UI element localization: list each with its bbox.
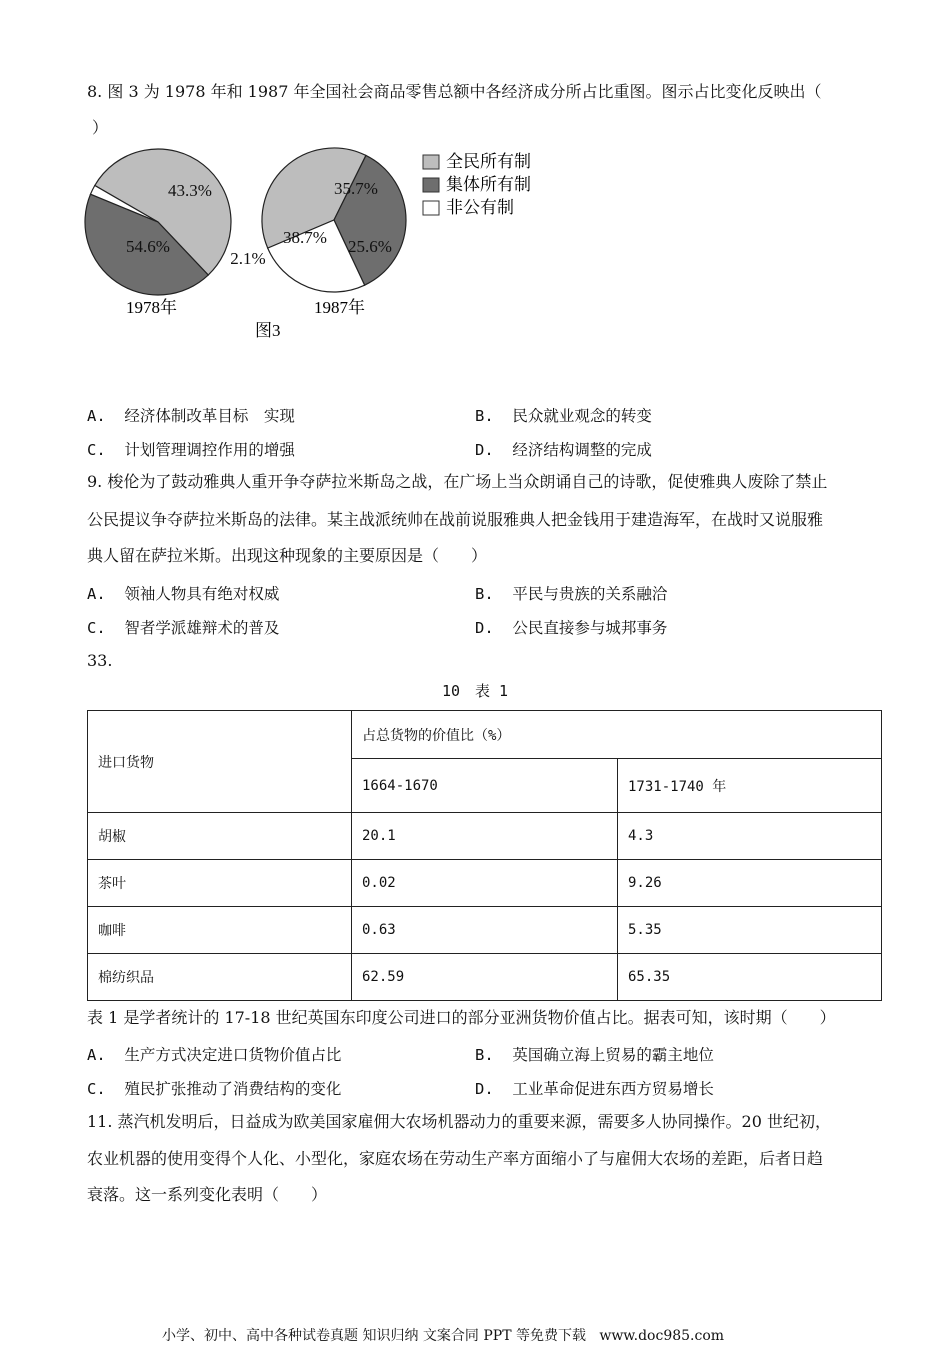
- q10-option-d[interactable]: D. 工业革命促进东西方贸易增长: [475, 1080, 714, 1098]
- table-cell-item: 茶叶: [88, 860, 352, 907]
- data-table: [87, 710, 882, 1001]
- table-cell-v1: 62.59: [352, 954, 618, 1001]
- table-cell-v2: 9.26: [618, 860, 882, 907]
- q8-option-b[interactable]: B. 民众就业观念的转变: [475, 407, 652, 425]
- pie-1987-year-label: 1987年: [314, 298, 365, 317]
- q11-stem-line2: 农业机器的使用变得个人化、小型化，家庭农场在劳动生产率方面缩小了与雇佣大农场的差距，后者日趋: [87, 1149, 824, 1168]
- pie-data-label-1987年-1: 35.7%: [334, 179, 378, 198]
- q10-option-a[interactable]: A. 生产方式决定进口货物价值占比: [87, 1046, 342, 1064]
- table-cell-v2: 65.35: [618, 954, 882, 1001]
- legend-label-2: 集体所有制: [446, 175, 531, 194]
- q9-option-d[interactable]: D. 公民直接参与城邦事务: [475, 619, 668, 637]
- legend-swatch-3: [423, 201, 439, 215]
- q10-number: 33.: [87, 651, 113, 670]
- figure-caption: 图3: [255, 321, 281, 340]
- pie-chart-figure: [80, 140, 560, 350]
- q10-stem: 表 1 是学者统计的 17-18 世纪英国东印度公司进口的部分亚洲货物价值占比。据表可知，该时期（ ）: [87, 1008, 836, 1027]
- table-row: [88, 907, 882, 954]
- table-col-header: 进口货物: [88, 711, 352, 813]
- q8-stem-line2: ）: [92, 118, 109, 137]
- table-row: [88, 860, 882, 907]
- q9-option-a[interactable]: A. 领袖人物具有绝对权威: [87, 585, 280, 603]
- table-row: [88, 813, 882, 860]
- footer-text: 小学、初中、高中各种试卷真题 知识归纳 文案合同 PPT 等免费下载: [162, 1328, 586, 1344]
- table-cell-item: 胡椒: [88, 813, 352, 860]
- pie-data-label-1987年-0: 38.7%: [283, 228, 327, 247]
- pie-data-label-1978年-0: 54.6%: [126, 237, 170, 256]
- table-row: [88, 954, 882, 1001]
- table-cell-item: 棉纺织品: [88, 954, 352, 1001]
- q9-stem-line3: 典人留在萨拉米斯。出现这种现象的主要原因是（ ）: [87, 546, 488, 565]
- table-cell-v1: 20.1: [352, 813, 618, 860]
- q11-stem-line3: 衰落。这一系列变化表明（ ）: [87, 1185, 328, 1204]
- q9-option-c[interactable]: C. 智者学派雄辩术的普及: [87, 619, 280, 637]
- q8-option-c[interactable]: C. 计划管理调控作用的增强: [87, 441, 295, 459]
- pie-1978: [85, 149, 231, 295]
- footer-url[interactable]: www.doc985.com: [599, 1328, 725, 1344]
- q8-option-a[interactable]: A. 经济体制改革目标 实现: [87, 407, 295, 425]
- q10-option-b[interactable]: B. 英国确立海上贸易的霸主地位: [475, 1046, 714, 1064]
- q8-option-d[interactable]: D. 经济结构调整的完成: [475, 441, 652, 459]
- legend-label-1: 全民所有制: [446, 152, 531, 171]
- legend-swatch-2: [423, 178, 439, 192]
- table-cell-v1: 0.02: [352, 860, 618, 907]
- q9-option-b[interactable]: B. 平民与贵族的关系融洽: [475, 585, 668, 603]
- pie-data-label-1978年-2: 2.1%: [230, 249, 266, 268]
- table-cell-v2: 4.3: [618, 813, 882, 860]
- table-cell-item: 咖啡: [88, 907, 352, 954]
- pie-1978-year-label: 1978年: [126, 298, 177, 317]
- legend-label-3: 非公有制: [446, 198, 514, 217]
- table-period1-header: 1664-1670: [352, 759, 618, 813]
- pie-data-label-1978年-1: 43.3%: [168, 181, 212, 200]
- q11-stem-line1: 11. 蒸汽机发明后，日益成为欧美国家雇佣大农场机器动力的重要来源，需要多人协同操作。20 世纪初，: [87, 1112, 831, 1131]
- q9-stem-line1: 9. 梭伦为了鼓动雅典人重开争夺萨拉米斯岛之战，在广场上当众朗诵自己的诗歌，促使雅典人废除了禁止: [87, 472, 828, 491]
- q8-stem-line1: 8. 图 3 为 1978 年和 1987 年全国社会商品零售总额中各经济成分所占比重图。图示占比变化反映出（: [87, 82, 822, 101]
- pie-data-label-1987年-2: 25.6%: [348, 237, 392, 256]
- table-cell-v1: 0.63: [352, 907, 618, 954]
- table-group-header: 占总货物的价值比（%）: [352, 711, 882, 759]
- q10-option-c[interactable]: C. 殖民扩张推动了消费结构的变化: [87, 1080, 342, 1098]
- table-title: 10 表 1: [441, 682, 509, 700]
- pie-1987: [262, 148, 406, 292]
- table-period2-header: 1731-1740 年: [618, 759, 882, 813]
- q9-stem-line2: 公民提议争夺萨拉米斯岛的法律。某主战派统帅在战前说服雅典人把金钱用于建造海军，在战时又说服雅: [87, 510, 824, 529]
- table-cell-v2: 5.35: [618, 907, 882, 954]
- legend-swatch-1: [423, 155, 439, 169]
- footer: [162, 1325, 724, 1345]
